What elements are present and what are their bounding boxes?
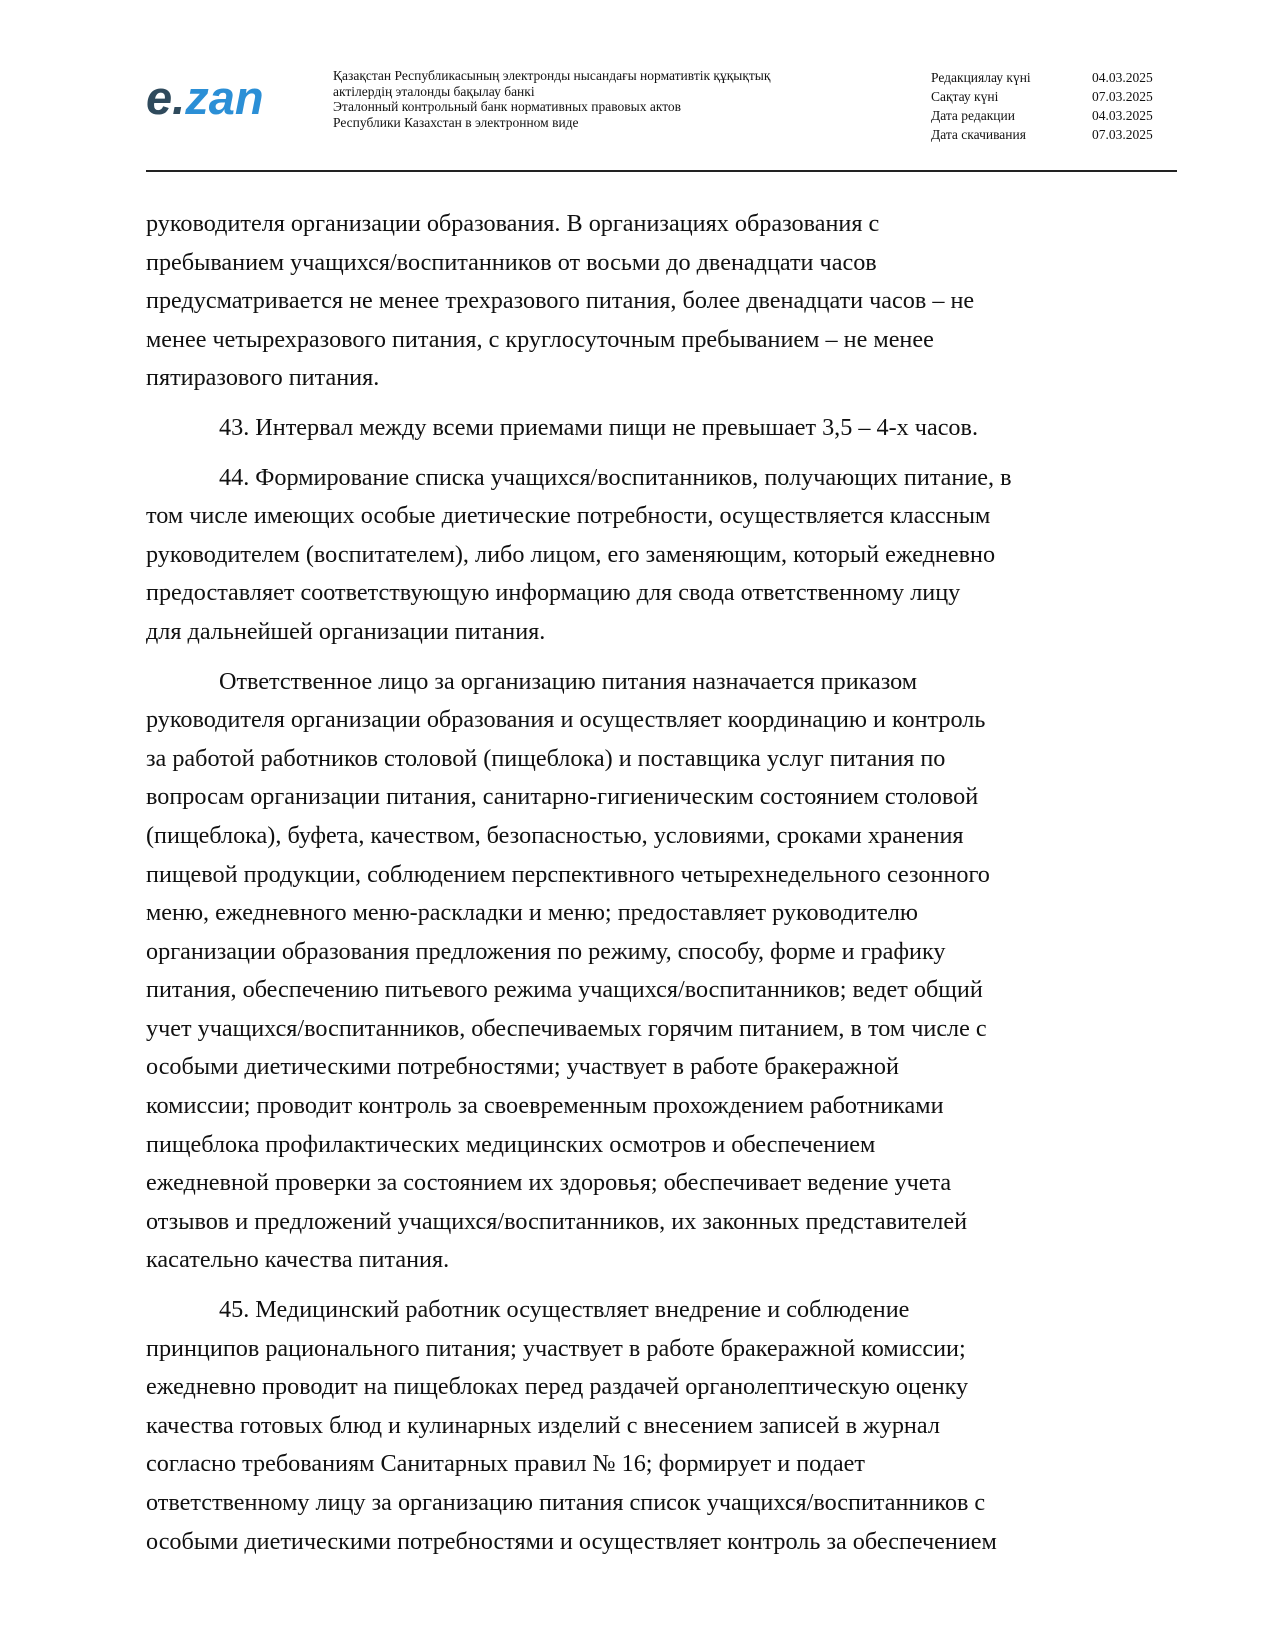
text-line: для дальнейшей организации питания. [146,617,546,645]
bank-title-line: Қазақстан Республикасының электронды нысандағы нормативтік құқықтық [333,68,771,83]
text-line: принципов рационального питания; участвует в работе бракеражной комиссии; [146,1334,966,1362]
text-line: комиссии; проводит контроль за своевременным прохождением работниками [146,1092,944,1120]
date-row [931,106,1176,125]
text-line: (пищеблока), буфета, качеством, безопасностью, условиями, сроками хранения [146,821,964,849]
text-line: отзывов и предложений учащихся/воспитанников, их законных представителей [146,1207,968,1235]
bank-title-line: актілердің эталонды бақылау банкі [333,83,535,99]
header-divider [146,170,1177,172]
paragraph-continuation [146,205,1181,398]
text-line: Ответственное лицо за организацию питания назначается приказом [219,667,918,695]
paragraph-45 [146,1291,1181,1561]
logo-zan: zan [185,71,264,124]
date-value: 04.03.2025 [1092,108,1153,123]
date-value: 07.03.2025 [1092,127,1153,142]
date-value: 07.03.2025 [1092,89,1153,104]
date-label: Дата редакции [931,108,1015,123]
text-line: предусматривается не менее трехразового питания, более двенадцати часов – не [146,287,975,315]
text-line: менее четырехразового питания, с круглосуточным пребыванием – не менее [146,325,934,353]
date-row [931,87,1176,106]
text-line: организации образования предложения по режиму, способу, форме и графику [146,937,946,965]
date-label: Дата скачивания [931,127,1026,142]
text-line: 43. Интервал между всеми приемами пищи не превышает 3,5 – 4-х часов. [219,413,978,441]
logo-dot: . [172,71,186,124]
logo-e: e [146,71,173,124]
text-line: особыми диетическими потребностями и осуществляет контроль за обеспечением [146,1527,997,1555]
bank-title-line: Эталонный контрольный банк нормативных правовых актов [333,99,682,114]
date-value: 04.03.2025 [1092,70,1153,85]
text-line: 44. Формирование списка учащихся/воспитанников, получающих питание, в [219,463,1012,491]
text-line: качества готовых блюд и кулинарных изделий с внесением записей в журнал [146,1411,940,1439]
text-line: 45. Медицинский работник осуществляет внедрение и соблюдение [219,1296,910,1324]
date-label: Сақтау күні [931,89,999,104]
date-label: Редакциялау күні [931,70,1031,85]
text-line: предоставляет соответствующую информацию для свода ответственному лицу [146,579,961,607]
text-line: питания, обеспечению питьевого режима учащихся/воспитанников; ведет общий [146,976,983,1004]
text-line: ежедневной проверки за состоянием их здоровья; обеспечивает ведение учета [146,1169,952,1197]
text-line: руководителя организации образования и осуществляет координацию и контроль [146,706,986,734]
ezan-logo [146,71,264,124]
bank-title [333,68,893,130]
text-line: ответственному лицу за организацию питания список учащихся/воспитанников с [146,1489,986,1516]
paragraph-responsible-person [146,663,1181,1281]
document-dates [931,68,1176,144]
text-line: руководителя организации образования. В организациях образования с [146,210,880,237]
text-line: пищеблока профилактических медицинских осмотров и обеспечением [146,1130,876,1158]
text-line: за работой работников столовой (пищеблока) и поставщика услуг питания по [146,744,946,772]
paragraph-44 [146,459,1181,652]
text-line: пребыванием учащихся/воспитанников от восьми до двенадцати часов [146,248,877,276]
text-line: пятиразового питания. [146,364,380,392]
text-line: ежедневно проводит на пищеблоках перед раздачей органолептическую оценку [146,1373,969,1401]
text-line: вопросам организации питания, санитарно-гигиеническим состоянием столовой [146,783,979,811]
bank-title-line: Республики Казахстан в электронном виде [333,114,579,130]
text-line: согласно требованиям Санитарных правил № 16; формирует и подает [146,1450,865,1478]
text-line: пищевой продукции, соблюдением перспективного четырехнедельного сезонного [146,860,990,888]
document-header [146,60,1176,170]
date-row [931,68,1176,87]
text-line: руководителем (воспитателем), либо лицом, его заменяющим, который ежедневно [146,540,996,568]
text-line: меню, ежедневного меню-раскладки и меню; предоставляет руководителю [146,899,918,927]
text-line: особыми диетическими потребностями; участвует в работе бракеражной [146,1053,899,1081]
text-line: том числе имеющих особые диетические потребности, осуществляется классным [146,502,991,530]
date-row [931,125,1176,144]
document-body [146,205,1181,1572]
text-line: касательно качества питания. [146,1246,450,1274]
text-line: учет учащихся/воспитанников, обеспечиваемых горячим питанием, в том числе с [146,1014,987,1042]
paragraph-43 [146,409,1181,448]
